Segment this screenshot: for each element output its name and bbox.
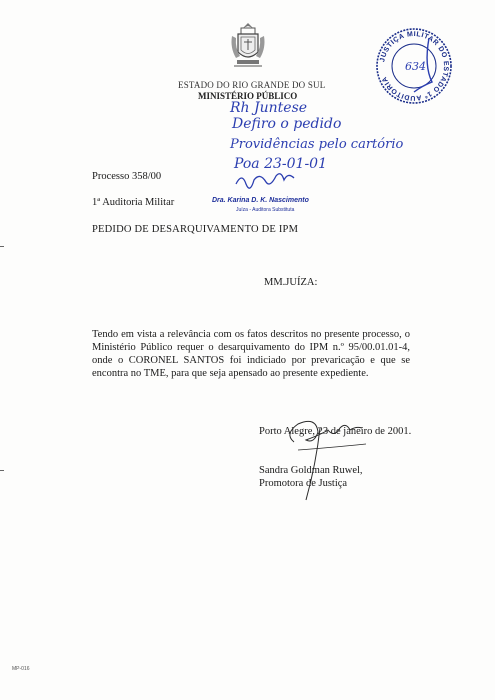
judge-stamp-role: Juíza - Auditora Substituta (236, 207, 295, 213)
stamp-number: 634 (405, 60, 426, 73)
signatory-role: Promotora de Justiça (259, 478, 348, 489)
form-code: MP-016 (12, 666, 30, 672)
salutation: MM.JUÍZA: (264, 277, 318, 288)
body-paragraph: Tendo em vista a relevância com os fatos descritos no presente processo, o Ministério Público requer o desarquivamento do IPM n.º 95/00.01.01-4, onde o CORONEL SANTOS foi indiciado por prevaricação e que se encontra no TME, para que seja apensado ao presente expediente. (92, 329, 410, 379)
handwritten-line-4: Poa 23-01-01 (234, 156, 327, 172)
coat-of-arms-icon (228, 20, 268, 72)
judge-stamp-name: Dra. Karina D. K. Nascimento (212, 197, 309, 204)
handwritten-line-3: Providências pelo cartório (230, 137, 404, 152)
punch-mark (0, 246, 4, 247)
process-number: Processo 358/00 (92, 171, 162, 182)
handwritten-line-1: Rh Juntese (230, 100, 308, 116)
handwritten-line-2: Defiro o pedido (232, 116, 342, 132)
document-title: PEDIDO DE DESARQUIVAMENTO DE IPM (92, 224, 299, 235)
prosecutor-signature (276, 414, 386, 504)
stamp-ring-text: JUSTIÇA MILITAR DO ESTADO 1ª AUDITORIA (379, 30, 450, 102)
letterhead-state: ESTADO DO RIO GRANDE DO SUL (178, 80, 326, 90)
judge-signature-scribble (236, 174, 294, 188)
handwritten-order (220, 96, 460, 206)
auditoria-label: 1ª Auditoria Militar (92, 197, 175, 208)
letterhead-ministry: MINISTÉRIO PÚBLICO (198, 91, 298, 101)
punch-mark (0, 470, 4, 471)
signatory-name: Sandra Goldman Ruwel, (259, 465, 363, 476)
court-stamp (374, 26, 454, 106)
date-line: Porto Alegre, 23 de janeiro de 2001. (259, 426, 412, 437)
